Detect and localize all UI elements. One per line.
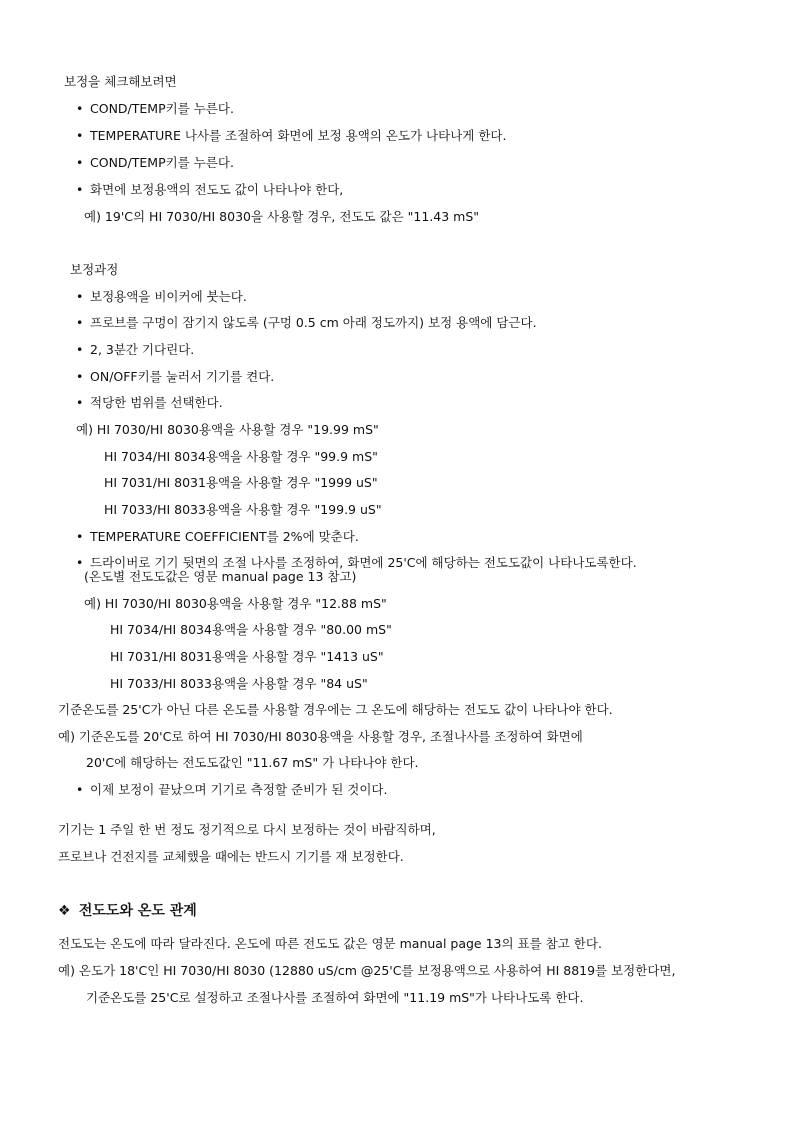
check-bullet-1: • COND/TEMP키를 누른다. — [90, 101, 234, 117]
check-bullet-3: • COND/TEMP키를 누른다. — [90, 155, 234, 171]
process-bullet-5: • 적당한 범위를 선택한다. — [90, 395, 223, 411]
calibration-done-bullet: • 이제 보정이 끝났으며 기기로 측정할 준비가 된 것이다. — [90, 782, 387, 798]
relation-line-3: 기준온도를 25'C로 설정하고 조절나사를 조절하여 화면에 "11.19 mS"가 나타나도록 한다. — [86, 990, 584, 1005]
process-bullet-3: • 2, 3분간 기다린다. — [90, 342, 194, 358]
relation-title: 전도도와 온도 관계 — [78, 903, 197, 919]
process-heading: 보정과정 — [70, 262, 119, 277]
relation-line-1: 전도도는 온도에 따라 달라진다. 온도에 따른 전도도 값은 영문 manual page 13의 표를 참고 한다. — [58, 936, 602, 951]
diamond-bullet-icon: ❖ — [58, 903, 71, 919]
ref-temp-note: 기준온도를 25'C가 아닌 다른 온도를 사용할 경우에는 그 온도에 해당하는 전도도 값이 나타나야 한다. — [58, 702, 613, 717]
range-example-2: HI 7034/HI 8034용액을 사용할 경우 "99.9 mS" — [104, 449, 378, 464]
process-bullet-1: • 보정용액을 비이커에 붓는다. — [90, 289, 247, 305]
relation-heading — [58, 902, 197, 920]
screwdriver-bullet: • 드라이버로 기기 뒷면의 조절 나사를 조정하여, 화면에 25'C에 해당하는 전도도값이 나타나도록한다. — [90, 555, 637, 571]
range-example-4: HI 7033/HI 8033용액을 사용할 경우 "199.9 uS" — [104, 502, 382, 517]
manual-note: (온도별 전도도값은 영문 manual page 13 참고) — [84, 569, 357, 584]
check-bullet-2: • TEMPERATURE 나사를 조절하여 화면에 보정 용액의 온도가 나타나게 한다. — [90, 128, 506, 144]
check-heading: 보정을 체크해보려면 — [64, 74, 177, 89]
periodic-line-2: 프로브나 건전지를 교체했을 때에는 반드시 기기를 재 보정한다. — [58, 849, 404, 864]
process-bullet-2: • 프로브를 구멍이 잠기지 않도록 (구멍 0.5 cm 아래 정도까지) 보정 용액에 담근다. — [90, 315, 537, 331]
ref-temp-example-line1: 예) 기준온도를 20'C로 하여 HI 7030/HI 8030용액을 사용할 경우, 조절나사를 조정하여 화면에 — [58, 729, 583, 744]
range-example-3: HI 7031/HI 8031용액을 사용할 경우 "1999 uS" — [104, 475, 378, 490]
periodic-line-1: 기기는 1 주일 한 번 정도 정기적으로 다시 보정하는 것이 바람직하며, — [58, 822, 436, 837]
value-example-1: 예) HI 7030/HI 8030용액을 사용할 경우 "12.88 mS" — [84, 596, 387, 611]
value-example-2: HI 7034/HI 8034용액을 사용할 경우 "80.00 mS" — [110, 622, 392, 637]
relation-line-2: 예) 온도가 18'C인 HI 7030/HI 8030 (12880 uS/cm @25'C를 보정용액으로 사용하여 HI 8819를 보정한다면, — [58, 963, 676, 978]
process-bullet-4: • ON/OFF키를 눌러서 기기를 켠다. — [90, 369, 274, 385]
temp-coefficient-bullet: • TEMPERATURE COEFFICIENT를 2%에 맞춘다. — [90, 529, 359, 545]
value-example-4: HI 7033/HI 8033용액을 사용할 경우 "84 uS" — [110, 676, 368, 691]
ref-temp-example-line2: 20'C에 해당하는 전도도값인 "11.67 mS" 가 나타나야 한다. — [86, 755, 419, 770]
check-example: 예) 19'C의 HI 7030/HI 8030을 사용할 경우, 전도도 값은 "11.43 mS" — [84, 209, 480, 224]
range-example-1: 예) HI 7030/HI 8030용액을 사용할 경우 "19.99 mS" — [76, 422, 379, 437]
check-bullet-4: • 화면에 보정용액의 전도도 값이 나타나야 한다, — [90, 182, 343, 198]
value-example-3: HI 7031/HI 8031용액을 사용할 경우 "1413 uS" — [110, 649, 384, 664]
